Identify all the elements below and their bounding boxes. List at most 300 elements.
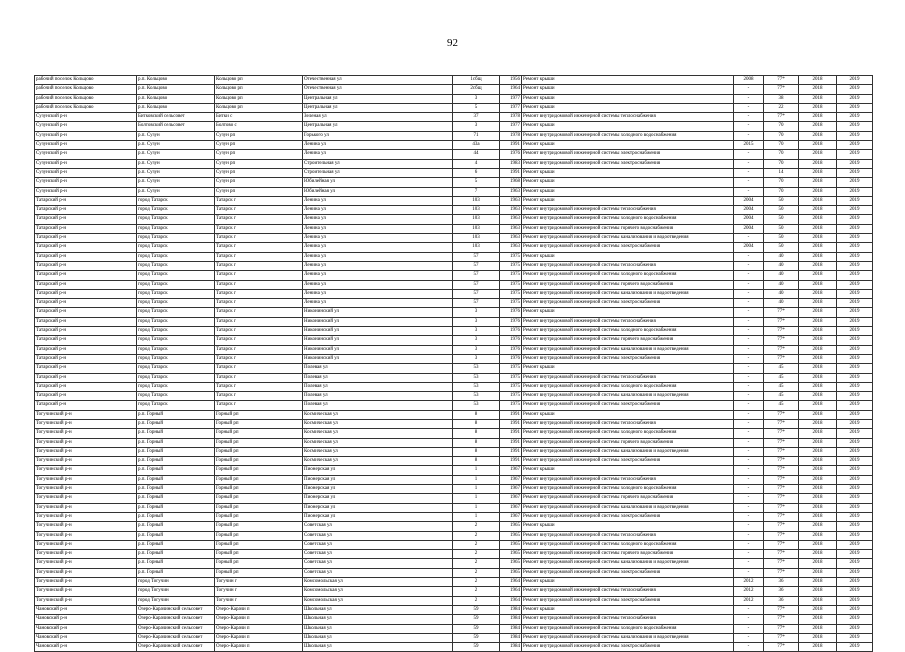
start-year-cell: 2018 xyxy=(799,336,837,345)
last-repair-year-cell: - xyxy=(734,494,764,503)
build-year-cell: 1964 xyxy=(500,85,522,94)
last-repair-year-cell: - xyxy=(734,261,764,270)
work-type-cell: Ремонт внутридомовой инженерной системы электроснабжения xyxy=(522,568,734,577)
start-year-cell: 2018 xyxy=(799,271,837,280)
locality-cell: Горный рп xyxy=(215,457,303,466)
settlement-cell: р.п. Горный xyxy=(137,540,215,549)
municipal-district-cell: Сузунский р-н xyxy=(35,131,137,140)
last-repair-year-cell: - xyxy=(734,559,764,568)
settlement-cell: р.п. Сузун xyxy=(137,131,215,140)
price-cell: 45 xyxy=(764,364,799,373)
locality-cell: Горный рп xyxy=(215,438,303,447)
locality-cell: Тогучин г xyxy=(215,596,303,605)
house-number-cell: 8 xyxy=(453,429,500,438)
settlement-cell: город Тогучин xyxy=(137,596,215,605)
settlement-cell: город Татарск xyxy=(137,215,215,224)
end-year-cell: 2019 xyxy=(837,122,873,131)
settlement-cell: город Татарск xyxy=(137,289,215,298)
settlement-cell: город Тогучин xyxy=(137,578,215,587)
house-number-cell: 8 xyxy=(453,410,500,419)
end-year-cell: 2019 xyxy=(837,578,873,587)
house-number-cell: 1 xyxy=(453,485,500,494)
price-cell: 77* xyxy=(764,327,799,336)
street-cell: Космическая ул xyxy=(303,457,453,466)
settlement-cell: р.п. Горный xyxy=(137,475,215,484)
municipal-district-cell: Тогучинский р-н xyxy=(35,419,137,428)
build-year-cell: 1984 xyxy=(500,624,522,633)
street-cell: Ленина ул xyxy=(303,243,453,252)
end-year-cell: 2019 xyxy=(837,131,873,140)
build-year-cell: 1975 xyxy=(500,252,522,261)
price-cell: 77* xyxy=(764,633,799,642)
work-type-cell: Ремонт крыши xyxy=(522,522,734,531)
settlement-cell: р.п. Горный xyxy=(137,419,215,428)
price-cell: 45 xyxy=(764,392,799,401)
table-row xyxy=(35,76,873,85)
locality-cell: Татарск г xyxy=(215,336,303,345)
house-number-cell: 3 xyxy=(453,94,500,103)
locality-cell: Татарск г xyxy=(215,196,303,205)
street-cell: Космическая ул xyxy=(303,429,453,438)
last-repair-year-cell: - xyxy=(734,94,764,103)
work-type-cell: Ремонт внутридомовой инженерной системы теплоснабжения xyxy=(522,587,734,596)
street-cell: Космическая ул xyxy=(303,447,453,456)
municipal-district-cell: Тогучинский р-н xyxy=(35,475,137,484)
locality-cell: Горный рп xyxy=(215,568,303,577)
start-year-cell: 2018 xyxy=(799,559,837,568)
work-type-cell: Ремонт внутридомовой инженерной системы холодного водоснабжения xyxy=(522,540,734,549)
house-number-cell: 57 xyxy=(453,252,500,261)
street-cell: Советская ул xyxy=(303,559,453,568)
work-type-cell: Ремонт внутридомовой инженерной системы электроснабжения xyxy=(522,457,734,466)
build-year-cell: 1965 xyxy=(500,550,522,559)
last-repair-year-cell: - xyxy=(734,550,764,559)
municipal-district-cell: Сузунский р-н xyxy=(35,159,137,168)
settlement-cell: р.п. Горный xyxy=(137,550,215,559)
table-row xyxy=(35,289,873,298)
locality-cell: Битки с xyxy=(215,113,303,122)
settlement-cell: р.п. Горный xyxy=(137,559,215,568)
municipal-district-cell: Татарский р-н xyxy=(35,234,137,243)
build-year-cell: 1991 xyxy=(500,168,522,177)
last-repair-year-cell: - xyxy=(734,615,764,624)
start-year-cell: 2018 xyxy=(799,485,837,494)
work-type-cell: Ремонт крыши xyxy=(522,76,734,85)
street-cell: Советская ул xyxy=(303,531,453,540)
build-year-cell: 1965 xyxy=(500,568,522,577)
settlement-cell: город Татарск xyxy=(137,243,215,252)
price-cell: 40 xyxy=(764,280,799,289)
settlement-cell: р.п. Сузун xyxy=(137,150,215,159)
municipal-district-cell: Татарский р-н xyxy=(35,373,137,382)
house-number-cell: 5 xyxy=(453,103,500,112)
locality-cell: Татарск г xyxy=(215,252,303,261)
start-year-cell: 2018 xyxy=(799,261,837,270)
municipal-district-cell: Тогучинский р-н xyxy=(35,531,137,540)
end-year-cell: 2019 xyxy=(837,113,873,122)
street-cell: Комсомольская ул xyxy=(303,578,453,587)
street-cell: Никонинский ул xyxy=(303,345,453,354)
locality-cell: Татарск г xyxy=(215,289,303,298)
start-year-cell: 2018 xyxy=(799,159,837,168)
settlement-cell: Озеро-Карачинский сельсовет xyxy=(137,624,215,633)
price-cell: 36 xyxy=(764,587,799,596)
build-year-cell: 1965 xyxy=(500,531,522,540)
settlement-cell: р.п. Сузун xyxy=(137,168,215,177)
work-type-cell: Ремонт внутридомовой инженерной системы электроснабжения xyxy=(522,150,734,159)
street-cell: Советская ул xyxy=(303,568,453,577)
house-number-cell: 4 xyxy=(453,159,500,168)
price-cell: 77* xyxy=(764,345,799,354)
end-year-cell: 2019 xyxy=(837,438,873,447)
table-row xyxy=(35,308,873,317)
house-number-cell: 57 xyxy=(453,280,500,289)
last-repair-year-cell: - xyxy=(734,271,764,280)
house-number-cell: 8 xyxy=(453,438,500,447)
municipal-district-cell: Татарский р-н xyxy=(35,345,137,354)
build-year-cell: 1991 xyxy=(500,429,522,438)
table-row xyxy=(35,122,873,131)
locality-cell: Татарск г xyxy=(215,317,303,326)
house-number-cell: 3 xyxy=(453,122,500,131)
locality-cell: Озеро-Карачи п xyxy=(215,615,303,624)
table-row xyxy=(35,633,873,642)
work-type-cell: Ремонт внутридомовой инженерной системы теплоснабжения xyxy=(522,531,734,540)
settlement-cell: город Татарск xyxy=(137,382,215,391)
start-year-cell: 2018 xyxy=(799,94,837,103)
start-year-cell: 2018 xyxy=(799,187,837,196)
build-year-cell: 1963 xyxy=(500,196,522,205)
start-year-cell: 2018 xyxy=(799,382,837,391)
street-cell: Ленина ул xyxy=(303,215,453,224)
price-cell: 70 xyxy=(764,141,799,150)
last-repair-year-cell: - xyxy=(734,299,764,308)
settlement-cell: р.п. Кольцово xyxy=(137,85,215,94)
settlement-cell: Озеро-Карачинский сельсовет xyxy=(137,615,215,624)
house-number-cell: 2сбщ xyxy=(453,85,500,94)
end-year-cell: 2019 xyxy=(837,447,873,456)
locality-cell: Горный рп xyxy=(215,466,303,475)
last-repair-year-cell: - xyxy=(734,531,764,540)
settlement-cell: город Татарск xyxy=(137,261,215,270)
build-year-cell: 1976 xyxy=(500,336,522,345)
build-year-cell: 1964 xyxy=(500,578,522,587)
start-year-cell: 2018 xyxy=(799,578,837,587)
house-number-cell: 59 xyxy=(453,633,500,642)
locality-cell: Горный рп xyxy=(215,512,303,521)
municipal-district-cell: Тогучинский р-н xyxy=(35,568,137,577)
work-type-cell: Ремонт крыши xyxy=(522,94,734,103)
locality-cell: Горный рп xyxy=(215,503,303,512)
last-repair-year-cell: - xyxy=(734,345,764,354)
table-row xyxy=(35,429,873,438)
locality-cell: Горный рп xyxy=(215,540,303,549)
price-cell: 70 xyxy=(764,178,799,187)
price-cell: 40 xyxy=(764,252,799,261)
work-type-cell: Ремонт внутридомовой инженерной системы горячего водоснабжения xyxy=(522,550,734,559)
municipal-district-cell: рабочий поселок Кольцово xyxy=(35,85,137,94)
work-type-cell: Ремонт внутридомовой инженерной системы теплоснабжения xyxy=(522,615,734,624)
street-cell: Ленина ул xyxy=(303,289,453,298)
street-cell: Школьная ул xyxy=(303,624,453,633)
end-year-cell: 2019 xyxy=(837,522,873,531)
build-year-cell: 1963 xyxy=(500,187,522,196)
table-row xyxy=(35,261,873,270)
last-repair-year-cell: 2004 xyxy=(734,224,764,233)
start-year-cell: 2018 xyxy=(799,615,837,624)
last-repair-year-cell: - xyxy=(734,447,764,456)
municipal-district-cell: Тогучинский р-н xyxy=(35,438,137,447)
build-year-cell: 1965 xyxy=(500,559,522,568)
last-repair-year-cell: - xyxy=(734,503,764,512)
table-row xyxy=(35,540,873,549)
street-cell: Пионерская ул xyxy=(303,503,453,512)
price-cell: 70 xyxy=(764,150,799,159)
municipal-district-cell: Тогучинский р-н xyxy=(35,512,137,521)
locality-cell: Кольцово рп xyxy=(215,76,303,85)
table-row xyxy=(35,299,873,308)
price-cell: 77* xyxy=(764,113,799,122)
price-cell: 77* xyxy=(764,605,799,614)
house-number-cell: 3 xyxy=(453,317,500,326)
street-cell: Ленина ул xyxy=(303,224,453,233)
work-type-cell: Ремонт крыши xyxy=(522,85,734,94)
settlement-cell: р.п. Горный xyxy=(137,438,215,447)
start-year-cell: 2018 xyxy=(799,643,837,652)
municipal-district-cell: рабочий поселок Кольцово xyxy=(35,94,137,103)
house-number-cell: 7 xyxy=(453,187,500,196)
settlement-cell: город Татарск xyxy=(137,364,215,373)
house-number-cell: 1 xyxy=(453,503,500,512)
start-year-cell: 2018 xyxy=(799,605,837,614)
start-year-cell: 2018 xyxy=(799,289,837,298)
start-year-cell: 2018 xyxy=(799,224,837,233)
price-cell: 50 xyxy=(764,243,799,252)
end-year-cell: 2019 xyxy=(837,336,873,345)
table-row xyxy=(35,234,873,243)
build-year-cell: 1991 xyxy=(500,447,522,456)
street-cell: Никонинский ул xyxy=(303,327,453,336)
start-year-cell: 2018 xyxy=(799,243,837,252)
start-year-cell: 2018 xyxy=(799,113,837,122)
end-year-cell: 2019 xyxy=(837,587,873,596)
price-cell: 77* xyxy=(764,354,799,363)
build-year-cell: 1965 xyxy=(500,522,522,531)
settlement-cell: город Тогучин xyxy=(137,587,215,596)
end-year-cell: 2019 xyxy=(837,596,873,605)
build-year-cell: 1975 xyxy=(500,271,522,280)
municipal-district-cell: рабочий поселок Кольцово xyxy=(35,76,137,85)
settlement-cell: город Татарск xyxy=(137,280,215,289)
street-cell: Ленина ул xyxy=(303,234,453,243)
locality-cell: Горный рп xyxy=(215,494,303,503)
locality-cell: Татарск г xyxy=(215,308,303,317)
end-year-cell: 2019 xyxy=(837,559,873,568)
end-year-cell: 2019 xyxy=(837,419,873,428)
price-cell: 70 xyxy=(764,131,799,140)
last-repair-year-cell: - xyxy=(734,308,764,317)
build-year-cell: 1956 xyxy=(500,76,522,85)
locality-cell: Озеро-Карачи п xyxy=(215,633,303,642)
street-cell: Ленина ул xyxy=(303,299,453,308)
municipal-district-cell: Сузунский р-н xyxy=(35,141,137,150)
locality-cell: Сузун рп xyxy=(215,150,303,159)
price-cell: 40 xyxy=(764,289,799,298)
price-cell: 70 xyxy=(764,122,799,131)
settlement-cell: р.п. Кольцово xyxy=(137,76,215,85)
table-row xyxy=(35,475,873,484)
end-year-cell: 2019 xyxy=(837,624,873,633)
house-number-cell: 103 xyxy=(453,215,500,224)
end-year-cell: 2019 xyxy=(837,382,873,391)
start-year-cell: 2018 xyxy=(799,364,837,373)
last-repair-year-cell: - xyxy=(734,187,764,196)
price-cell: 40 xyxy=(764,261,799,270)
build-year-cell: 1975 xyxy=(500,392,522,401)
end-year-cell: 2019 xyxy=(837,410,873,419)
house-number-cell: 8 xyxy=(453,419,500,428)
start-year-cell: 2018 xyxy=(799,392,837,401)
price-cell: 77* xyxy=(764,419,799,428)
settlement-cell: город Татарск xyxy=(137,252,215,261)
end-year-cell: 2019 xyxy=(837,364,873,373)
table-row xyxy=(35,605,873,614)
start-year-cell: 2018 xyxy=(799,327,837,336)
price-cell: 77* xyxy=(764,559,799,568)
work-type-cell: Ремонт внутридомовой инженерной системы канализования и водоотведения xyxy=(522,289,734,298)
end-year-cell: 2019 xyxy=(837,141,873,150)
house-number-cell: 8 xyxy=(453,457,500,466)
street-cell: Зеленая ул xyxy=(303,113,453,122)
settlement-cell: р.п. Горный xyxy=(137,466,215,475)
municipal-district-cell: Татарский р-н xyxy=(35,224,137,233)
locality-cell: Татарск г xyxy=(215,345,303,354)
work-type-cell: Ремонт внутридомовой инженерной системы холодного водоснабжения xyxy=(522,382,734,391)
build-year-cell: 1991 xyxy=(500,141,522,150)
house-number-cell: 2 xyxy=(453,540,500,549)
last-repair-year-cell: - xyxy=(734,122,764,131)
last-repair-year-cell: - xyxy=(734,289,764,298)
last-repair-year-cell: - xyxy=(734,85,764,94)
last-repair-year-cell: - xyxy=(734,178,764,187)
table-row xyxy=(35,485,873,494)
street-cell: Полевая ул xyxy=(303,364,453,373)
municipal-district-cell: Татарский р-н xyxy=(35,364,137,373)
end-year-cell: 2019 xyxy=(837,429,873,438)
table-row xyxy=(35,466,873,475)
work-type-cell: Ремонт крыши xyxy=(522,605,734,614)
work-type-cell: Ремонт внутридомовой инженерной системы электроснабжения xyxy=(522,596,734,605)
start-year-cell: 2018 xyxy=(799,624,837,633)
build-year-cell: 1978 xyxy=(500,131,522,140)
locality-cell: Тогучин г xyxy=(215,578,303,587)
street-cell: Никонинский ул xyxy=(303,336,453,345)
work-type-cell: Ремонт внутридомовой инженерной системы горячего водоснабжения xyxy=(522,336,734,345)
street-cell: Полевая ул xyxy=(303,373,453,382)
table-row xyxy=(35,643,873,652)
price-cell: 77* xyxy=(764,429,799,438)
street-cell: Пионерская ул xyxy=(303,485,453,494)
settlement-cell: р.п. Кольцово xyxy=(137,103,215,112)
build-year-cell: 1991 xyxy=(500,410,522,419)
locality-cell: Сузун рп xyxy=(215,131,303,140)
end-year-cell: 2019 xyxy=(837,512,873,521)
work-type-cell: Ремонт внутридомовой инженерной системы горячего водоснабжения xyxy=(522,280,734,289)
house-number-cell: 2 xyxy=(453,550,500,559)
settlement-cell: город Татарск xyxy=(137,354,215,363)
table-row xyxy=(35,373,873,382)
locality-cell: Татарск г xyxy=(215,401,303,410)
street-cell: Советская ул xyxy=(303,550,453,559)
settlement-cell: город Татарск xyxy=(137,317,215,326)
last-repair-year-cell: - xyxy=(734,485,764,494)
last-repair-year-cell: - xyxy=(734,317,764,326)
settlement-cell: город Татарск xyxy=(137,234,215,243)
house-number-cell: 103 xyxy=(453,196,500,205)
price-cell: 70 xyxy=(764,187,799,196)
locality-cell: Татарск г xyxy=(215,234,303,243)
price-cell: 77* xyxy=(764,643,799,652)
work-type-cell: Ремонт крыши xyxy=(522,187,734,196)
municipal-district-cell: Татарский р-н xyxy=(35,382,137,391)
end-year-cell: 2019 xyxy=(837,187,873,196)
locality-cell: Горный рп xyxy=(215,522,303,531)
build-year-cell: 1984 xyxy=(500,605,522,614)
street-cell: Центральная ул xyxy=(303,94,453,103)
build-year-cell: 1965 xyxy=(500,540,522,549)
municipal-district-cell: Тогучинский р-н xyxy=(35,596,137,605)
build-year-cell: 1984 xyxy=(500,643,522,652)
end-year-cell: 2019 xyxy=(837,150,873,159)
street-cell: Ленина ул xyxy=(303,141,453,150)
locality-cell: Тогучин г xyxy=(215,587,303,596)
municipal-district-cell: Чановский р-н xyxy=(35,615,137,624)
table-row xyxy=(35,187,873,196)
street-cell: Пионерская ул xyxy=(303,494,453,503)
work-type-cell: Ремонт внутридомовой инженерной системы электроснабжения xyxy=(522,299,734,308)
price-cell: 50 xyxy=(764,234,799,243)
last-repair-year-cell: - xyxy=(734,373,764,382)
work-type-cell: Ремонт внутридомовой инженерной системы холодного водоснабжения xyxy=(522,485,734,494)
municipal-district-cell: Сузунский р-н xyxy=(35,187,137,196)
table-row xyxy=(35,206,873,215)
last-repair-year-cell: - xyxy=(734,168,764,177)
start-year-cell: 2018 xyxy=(799,234,837,243)
start-year-cell: 2018 xyxy=(799,150,837,159)
build-year-cell: 1976 xyxy=(500,345,522,354)
work-type-cell: Ремонт внутридомовой инженерной системы теплоснабжения xyxy=(522,317,734,326)
street-cell: Никонинский ул xyxy=(303,317,453,326)
build-year-cell: 1975 xyxy=(500,364,522,373)
house-number-cell: 2 xyxy=(453,522,500,531)
table-row xyxy=(35,531,873,540)
settlement-cell: р.п. Горный xyxy=(137,410,215,419)
municipal-district-cell: Тогучинский р-н xyxy=(35,578,137,587)
start-year-cell: 2018 xyxy=(799,131,837,140)
locality-cell: Сузун рп xyxy=(215,168,303,177)
price-cell: 77* xyxy=(764,336,799,345)
last-repair-year-cell: 2015 xyxy=(734,141,764,150)
work-type-cell: Ремонт внутридомовой инженерной системы электроснабжения xyxy=(522,512,734,521)
locality-cell: Горный рп xyxy=(215,550,303,559)
locality-cell: Сузун рп xyxy=(215,187,303,196)
settlement-cell: город Татарск xyxy=(137,345,215,354)
work-type-cell: Ремонт внутридомовой инженерной системы холодного водоснабжения xyxy=(522,624,734,633)
work-type-cell: Ремонт внутридомовой инженерной системы канализования и водоотведения xyxy=(522,559,734,568)
price-cell: 45 xyxy=(764,373,799,382)
start-year-cell: 2018 xyxy=(799,122,837,131)
settlement-cell: р.п. Сузун xyxy=(137,178,215,187)
